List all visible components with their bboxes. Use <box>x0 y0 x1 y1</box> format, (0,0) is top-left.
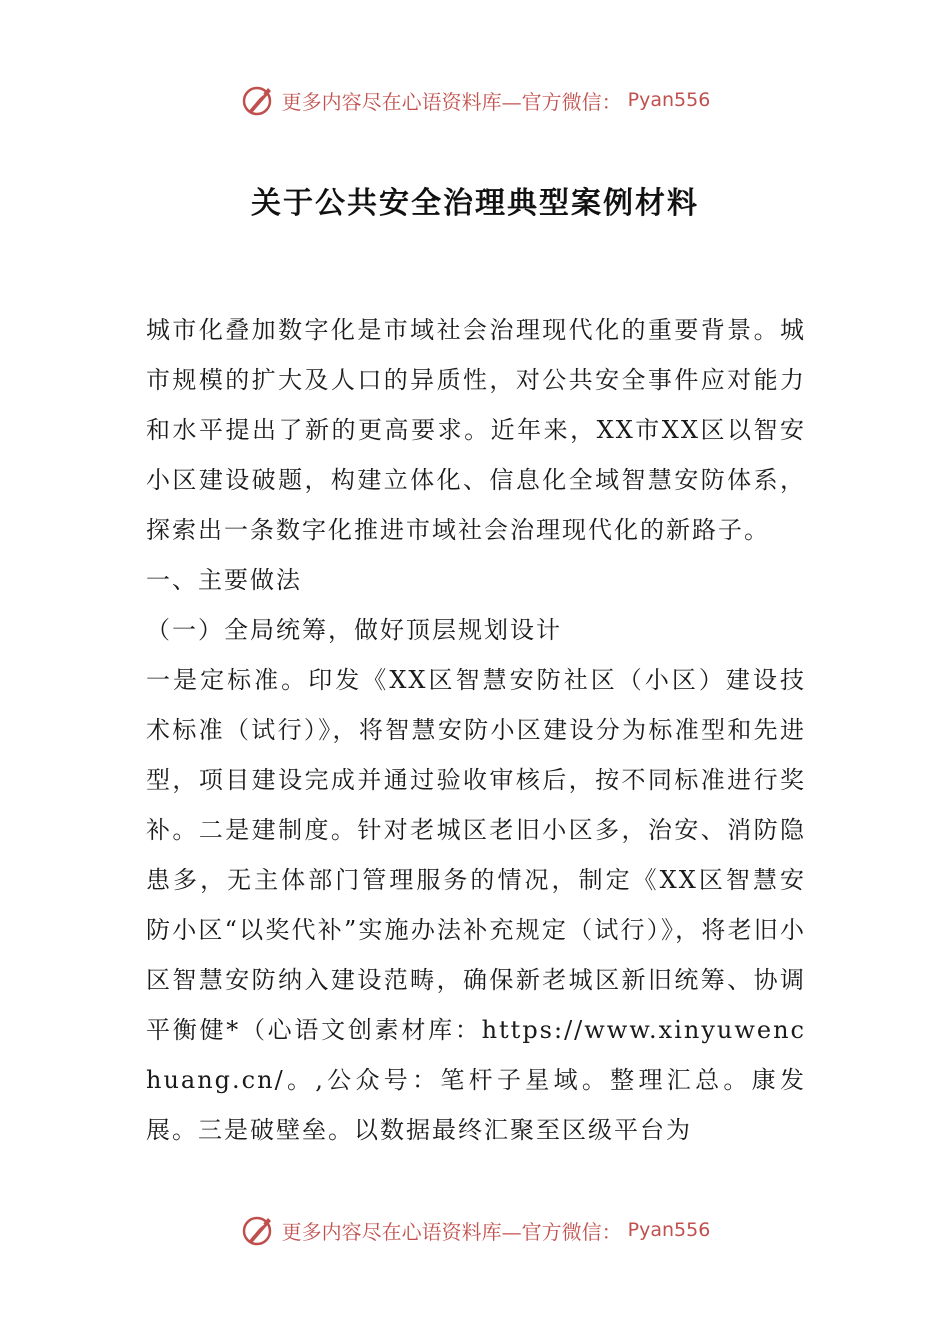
watermark-text: 更多内容尽在心语资料库—官方微信： <box>281 89 622 114</box>
watermark-text: 更多内容尽在心语资料库—官方微信： <box>281 1219 622 1244</box>
paragraph-measures: 一是定标准。印发《XX区智慧安防社区（小区）建设技术标准（试行）》，将智慧安防小区建设分为标准型和先进型，项目建设完成并通过验收审核后，按不同标准进行奖补。二是建制度。针对老城区老旧小区多，治安、消防隐患多，无主体部门管理服务的情况，制定《XX区智慧安防小区“以奖代补”实施办法补充规定（试行）》，将老旧小区智慧安防纳入建设范畴，确保新老城区新旧统筹、协调平衡健*（心语文创素材库：https://www.xinyuwenchuang.cn/。,公众号：笔杆子星域。整理汇总。康发展。三是破壁垒。以数据最终汇聚至区级平台为 <box>146 666 806 1144</box>
document-title: 关于公共安全治理典型案例材料 <box>251 186 699 221</box>
watermark-header <box>0 82 950 118</box>
quill-logo-icon <box>240 82 276 118</box>
subsection-heading: （一）全局统筹，做好顶层规划设计 <box>146 616 562 644</box>
quill-logo-icon <box>240 1212 276 1248</box>
watermark-wechat-id: Pyan556 <box>627 89 711 111</box>
watermark-wechat-id: Pyan556 <box>627 1219 711 1241</box>
section-heading: 一、主要做法 <box>146 566 302 594</box>
document-body <box>146 305 806 1155</box>
watermark-footer <box>0 1212 950 1248</box>
paragraph-intro: 城市化叠加数字化是市域社会治理现代化的重要背景。城市规模的扩大及人口的异质性，对公共安全事件应对能力和水平提出了新的更高要求。近年来，XX市XX区以智安小区建设破题，构建立体化、信息化全域智慧安防体系，探索出一条数字化推进市域社会治理现代化的新路子。 <box>146 316 806 544</box>
